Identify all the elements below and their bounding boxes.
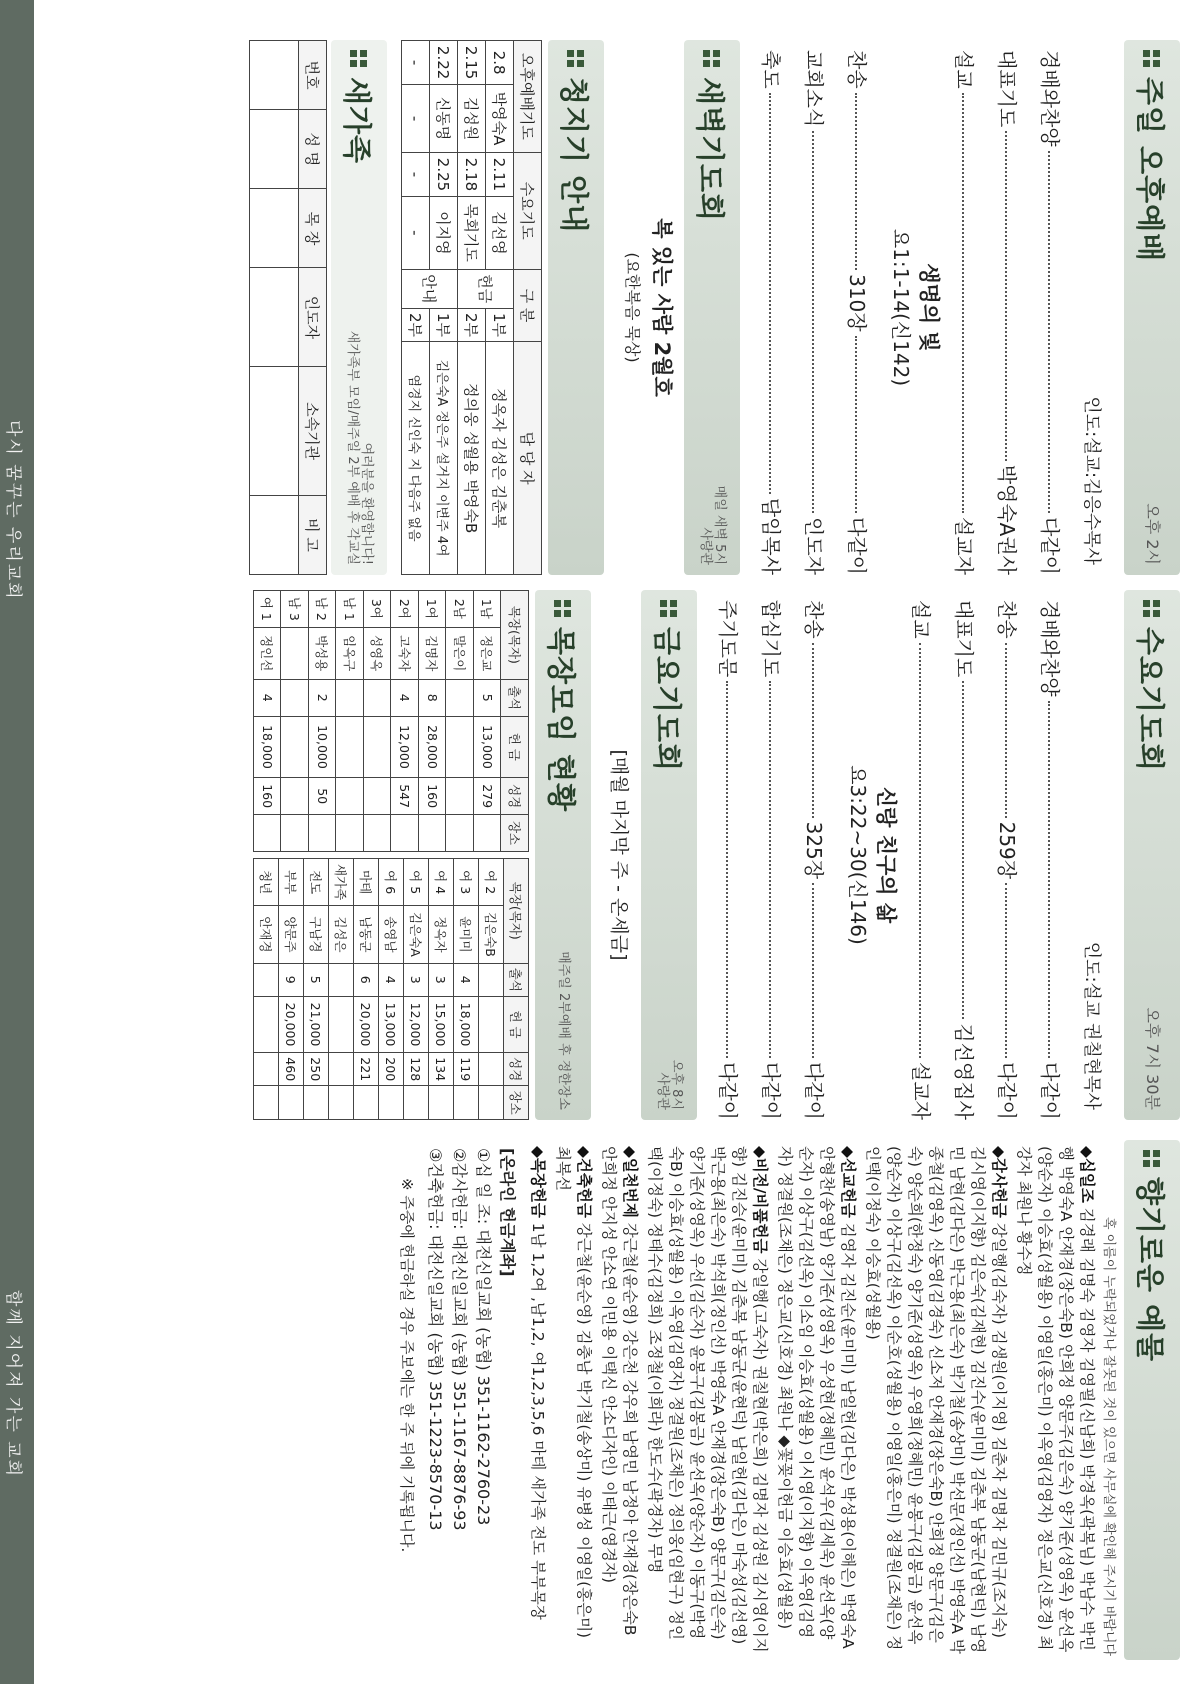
table-row: - - - - 2부 염경지 신인숙 지 다음주 없음	[402, 41, 430, 575]
order-row: 찬송 325장 다같이	[802, 600, 826, 1121]
account-line: ③건축헌금: 대전신일교회 (농협) 351-1223-8570-13	[426, 1148, 445, 1531]
footer-slogan-right: 함께 지어져 가는 교회	[3, 1290, 23, 1479]
order-row: 찬송 310장 다같이	[845, 50, 869, 576]
sermon-title: 생명의 빛	[917, 263, 941, 352]
order-row: 대표기도 김선영집사	[952, 600, 976, 1120]
offering-paragraph: ◆감사헌금 강일행(김숙자) 김생원(이지영) 김춘자 김명자 김민규(조지숙) 김시영(이지향) 김은숙(김재현) 김진수(윤미미) 김춘복 남동군(남현덕) 남영민 남현(김다은) 박근용(최은숙) 박기철(송상미) 박선문(정인선) 박영숙A 박종철(김영옥) 신동영(김경숙) 신소저 안재경(장은숙B) 안희정 양문구(김은숙) 양순희(한정숙) 양기준(성영옥) 우영희(정혜민) 윤봉구(김봉금) 윤선옥(양순자) 이상구(김선옥) 이순호(성월용) 이영일(홍은미) 정결원(조채은) 정인택(이정숙) 이승효(성월용)	[864, 1146, 1008, 1654]
offering-paragraph: ◆선교헌금 김영자 김진순(윤미미) 남일헌(김다은) 박성용(이해은) 박영숙A 안형찬(송영남) 양기준(성영옥) 우성현(정혜민) 윤석우(김세욱) 윤선옥(양순자) 이상구(김선옥) 이소임 이승효(성월용) 이시영(이지향) 이옥영(김영자) 정결원(조채은) 정은교(신호경) 최원나 ◆꽃꽂이헌금 이승효(성월용)	[776, 1146, 857, 1649]
table-row: 청년 안재경	[254, 859, 279, 1120]
table-row: 여 1 정인선 4 18,000 160	[254, 591, 282, 852]
section-bullet-icon	[661, 600, 678, 617]
table-row: 마테 남동군 6 20,000 221	[354, 859, 379, 1120]
table-row: 남 1 임옥구	[336, 591, 364, 852]
mokjang-table-left: 목장(목자) 출석 헌 금 성경 장소 1남 정은교 5 13,000 279 2남 말은이 1여 김명자 8 28,000 160 2여 고숙자 4 12,000 547 3여 성영옥 남 1 임옥구 남 2 박성용 2 10,000 50 남 3 여 1 정인선 4 18,000 160	[253, 590, 529, 852]
online-accounts: [온라인 헌금계좌] ①십 일 조: 대전신일교회 (농협) 351-1162-2760-23 ②감사헌금: 대전신일교회 (농협) 351-1167-8876-93 ③건축헌금: 대전신일교회 (농협) 351-1223-8570-13 ※ 주중에 헌금하실 경우 주보에는 한 주 뒤에 기록됩니다.	[395, 1148, 519, 1654]
section-bullet-icon	[1144, 1150, 1161, 1167]
table-row: 3여 성영옥	[364, 591, 392, 852]
section-bullet-icon	[1144, 600, 1161, 617]
offering-paragraph: ◆비전/비품헌금 강일행(고숙자) 권칠현(박은희) 김명자 김성원 김시영(이지향) 김진승(윤미미) 김춘복 남동군(윤현덕) 남일헌(김다은) 마숙성(김선영) 박근용(최은숙) 박석희(정인선) 박영숙A 안재경(장은숙B) 양문구(김은숙) 양기준(성영옥) 우선(김순자) 윤봉구(김봉금) 윤선옥(양순자) 이동구(박영숙B) 이승효(성월용) 이옥영(김영자) 정결원(조채은) 정의웅(임현구) 정인택(이정숙) 정태수(김정희) 조정철(이희라) 한도수(곽경자) 무명	[646, 1146, 769, 1653]
sermon-ref: 요1:1-14(신142)	[889, 228, 913, 387]
order-row: 경배와찬양 다같이	[1038, 600, 1062, 1120]
offerings-notice: 혹 이름이 누락되었거나 잘못된 것이 있으면 사무실에 확인해 주시기 바랍니다	[1101, 1216, 1116, 1656]
table-row: 부부 양문주 9 20,000 460	[279, 859, 304, 1120]
section-time: 오후 2시	[1143, 503, 1162, 565]
table-row: 1여 김명자 8 28,000 160	[419, 591, 447, 852]
steward-table: 오후예배기도 수요기도 구 분 담 당 자 2.8 박영숙A 2.11 김선영 헌금 1부 정옥자 김성은 김춘복 2.15 김성원 2.18 목회기도 2부 정의웅 성월용 박영숙B 2.22 신동명 2.25 이지영 안내 1부 김은숙A 정은주 설거지 이변주 4여 - - - - 2부 염경지 신인숙 지 다음주 없음	[401, 40, 542, 575]
account-line: ②감사헌금: 대전신일교회 (농협) 351-1167-8876-93	[450, 1148, 469, 1531]
column-middle	[50, 590, 1180, 1120]
column-right	[50, 1140, 1180, 1660]
footer-slogan-left: 다시 꿈꾸는 우리교회	[3, 420, 23, 601]
new-family-table: 번호 성 명 목 장 인도자 소속기관 비 고	[249, 40, 327, 575]
section-bullet-icon	[555, 600, 572, 617]
mokjang-table-right: 목장(목자) 출석 헌 금 성경 장소 여 2 김은숙B 여 3 윤미미 4 18,000 119 여 4 정옥자 3 15,000 134 여 5 김은숙A 3 12,000 128 여 6 송영남 4 13,000 200 마테 남동군 6 20,000 221 새가족 김성은 전도 구남경 5 21,000 250 부부 양문주 9 20,000 460 청년 안재경	[253, 858, 529, 1120]
table-row	[250, 41, 299, 575]
table-row: 전도 구남경 5 21,000 250	[304, 859, 329, 1120]
footer-bar	[0, 0, 34, 1684]
new-family-section: 새가족 여러분을 환영합니다! 새가족부 모임/매주일 2부 예배 후 각교실 번호 성 명 목 장 인도자 소속기관 비 고	[249, 40, 387, 575]
order-row: 경배와찬양 다같이	[1038, 50, 1062, 575]
table-row: 여 2 김은숙B	[479, 859, 504, 1120]
offering-paragraph: ◆일천번제 강근철(윤순영) 강은천 강우희 남영민 남정아 안재경(장은숙B 안희정 안지성 안소연 이민용 이택신 안소디자인) 이태근(영경자)	[600, 1146, 639, 1636]
table-row: 여 3 윤미미 4 18,000 119	[454, 859, 479, 1120]
wednesday-section: 수요기도회 오후 7시 30분 인도:설교 권칠현목사 경배와찬양 다같이 찬송 259장 다같이 대표기도 김선영집사 설교 설교자 신랑 친구의 삶 요3:22~30(신146) 찬송 325장 다같이 합심기도 다같이 주기도문 다같이	[715, 590, 1180, 1120]
column-left	[50, 40, 1180, 575]
table-row: 2.15 김성원 2.18 목회기도 2부 정의웅 성월용 박영숙B	[458, 41, 486, 575]
offering-paragraph: ◆건축헌금 강근철(윤순영) 김충남 박기철(송상미) 유병성 이영일(홍은미) 최복선	[554, 1146, 593, 1639]
mokjang-section: 목장모임 현황 매주일 2부예배 후 정한장소 목장(목자) 출석 헌 금 성경 장소 1남 정은교 5 13,000 279 2남 말은이 1여 김명자 8 28,000 160 2여 고숙자 4 12,000 547 3여 성영옥 남 1 임옥구 남 2 박성용 2 10,000 50 남 3 여 1 정인선 4 18,000 160 목장(목자) 출석 헌 금 성경 장소 여 2 김은숙B 여 3 윤미미 4 18,000 119 여 4 정옥자 3 15,000 134 여 5 김은숙A 3 12,000 128 여 6 송영남 4 13,000 200 마테 남동군 6 20,000 221 새가족 김성은 전도 구남경 5 21,000 250 부부 양문주 9 20,000 460 청년 안재경	[253, 590, 591, 1120]
order-row: 대표기도 박영숙A권사	[995, 50, 1019, 575]
table-row: 남 2 박성용 2 10,000 50	[309, 591, 337, 852]
offering-paragraph: ◆십일조 김경래 김명숙 김영자 김영필(신남희) 박경옥(곽복님) 박남수 박민행 박영숙A 안재경(장은숙B) 안희정 양문주(김은숙) 양기준(성영옥) 윤선옥(양순자) 이승효(성월용) 이영일(홍은미) 이옥영(김영자) 정은교(신호경) 최강자 최원나 황수정	[1015, 1146, 1096, 1653]
table-row: 1남 정은교 5 13,000 279	[474, 591, 502, 852]
friday-prayer-section: 금요기도회 오후 8시 사랑관 [매월 마지막 주 - 온세금]	[605, 590, 697, 1120]
steward-section: 청지기 안내 오후예배기도 수요기도 구 분 담 당 자 2.8 박영숙A 2.11 김선영 헌금 1부 정옥자 김성은 김춘복 2.15 김성원 2.18 목회기도 2부 정의웅 성월용 박영숙B 2.22 신동명 2.25 이지영 안내 1부 김은숙A 정은주 설거지 이변주 4여 - - - - 2부 염경지 신인숙 지 다음주 없음	[401, 40, 604, 575]
offering-paragraph: ◆목장헌금 1남 1,2여 ,남1,2, 여1,2,3,5,6 마테 새가족 전도 부부목장	[529, 1146, 547, 1620]
order-row: 설교 설교자	[909, 600, 933, 1120]
offerings-list	[527, 1140, 1097, 1660]
section-bullet-icon	[568, 50, 585, 67]
table-row: 2남 말은이	[446, 591, 474, 852]
section-bullet-icon	[1144, 50, 1161, 67]
section-bullet-icon	[704, 50, 721, 67]
sermon-block	[887, 40, 943, 575]
table-row: 여 5 김은숙A 3 12,000 128	[404, 859, 429, 1120]
table-row: 여 6 송영남 4 13,000 200	[379, 859, 404, 1120]
account-line: ①십 일 조: 대전신일교회 (농협) 351-1162-2760-23	[474, 1148, 493, 1526]
order-row: 주기도문 다같이	[716, 600, 740, 1120]
table-row: 여 4 정옥자 3 15,000 134	[429, 859, 454, 1120]
table-row: 2.8 박영숙A 2.11 김선영 헌금 1부 정옥자 김성은 김춘복	[486, 41, 514, 575]
sunday-pm-section	[758, 40, 1180, 575]
table-row: 새가족 김성은	[329, 859, 354, 1120]
section-title: 주일 오후예배	[1133, 77, 1168, 263]
order-row: 설교 설교자	[952, 50, 976, 575]
offerings-section: 향기로운 예물 혹 이름이 누락되었거나 잘못된 것이 있으면 사무실에 확인해 주시기 바랍니다 ◆십일조 김경래 김명숙 김영자 김영필(신남희) 박경옥(곽복님) 박남수 박민행 박영숙A 안재경(장은숙B) 안희정 양문주(김은숙) 양기준(성영옥) 윤선옥(양순자) 이승효(성월용) 이영일(홍은미) 이옥영(김영자) 정은교(신호경) 최강자 최원나 황수정 ◆감사헌금 강일행(김숙자) 김생원(이지영) 김춘자 김명자 김민규(조지숙) 김시영(이지향) 김은숙(김재현) 김진수(윤미미) 김춘복 남동군(남현덕) 남영민 남현(김다은) 박근용(최은숙) 박기철(송상미) 박선문(정인선) 박영숙A 박종철(김영옥) 신동영(김경숙) 신소저 안재경(장은숙B) 안희정 양문구(김은숙) 양순희(한정숙) 양기준(성영옥) 우영희(정혜민) 윤봉구(김봉금) 윤선옥(양순자) 이상구(김선옥) 이순호(성월용) 이영일(홍은미) 정결원(조채은) 정인택(이정숙) 이승효(성월용) ◆선교헌금 김영자 김진순(윤미미) 남일헌(김다은) 박성용(이해은) 박영숙A 안형찬(송영남) 양기준(성영옥) 우성현(정혜민) 윤석우(김세욱) 윤선옥(양순자) 이상구(김선옥) 이소임 이승효(성월용) 이시영(이지향) 이옥영(김영자) 정결원(조채은) 정은교(신호경) 최원나 ◆꽃꽂이헌금 이승효(성월용) ◆비전/비품헌금 강일행(고숙자) 권칠현(박은희) 김명자 김성원 김시영(이지향) 김진승(윤미미) 김춘복 남동군(윤현덕) 남일헌(김다은) 마숙성(김선영) 박근용(최은숙) 박석희(정인선) 박영숙A 안재경(장은숙B) 양문구(김은숙) 양기준(성영옥) 우선(김순자) 윤봉구(김봉금) 윤선옥(양순자) 이동구(박영숙B) 이승효(성월용) 이옥영(김영자) 정결원(조채은) 정의웅(임현구) 정인택(이정숙) 정태수(김정희) 조정철(이희라) 한도수(곽경자) 무명 ◆일천번제 강근철(윤순영) 강은천 강우희 남영민 남정아 안재경(장은숙B 안희정 안지성 안소연 이민용 이택신 안소디자인) 이태근(영경자) ◆건축헌금 강근철(윤순영) 김충남 박기철(송상미) 유병성 이영일(홍은미) 최복선 ◆목장헌금 1남 1,2여 ,남1,2, 여1,2,3,5,6 마테 새가족 전도 부부목장 [온라인 헌금계좌] ①십 일 조: 대전신일교회 (농협) 351-1162-2760-23 ②감사헌금: 대전신일교회 (농협) 351-1167-8876-93 ③건축헌금: 대전신일교회 (농협) 351-1223-8570-13 ※ 주중에 헌금하실 경우 주보에는 한 주 뒤에 기록됩니다.	[395, 1140, 1180, 1660]
section-bullet-icon	[351, 50, 368, 67]
leader-line: 인도:설교:김응수목사	[1081, 396, 1102, 565]
order-row: 합심기도 다같이	[759, 600, 783, 1120]
order-row: 찬송 259장 다같이	[995, 600, 1019, 1121]
order-row: 교회소식 인도자	[802, 50, 826, 575]
table-row: 2여 고숙자 4 12,000 547	[391, 591, 419, 852]
table-row: 2.22 신동명 2.25 이지영 안내 1부 김은숙A 정은주 설거지 이변주 4여	[430, 41, 458, 575]
order-row: 축도 담임목사	[759, 50, 783, 575]
dawn-prayer-section: 새벽기도회 매일 새벽 5시 사랑관 복 있는 사람 2월호 (요한복음 묵상)	[618, 40, 740, 575]
table-row: 남 3	[281, 591, 309, 852]
